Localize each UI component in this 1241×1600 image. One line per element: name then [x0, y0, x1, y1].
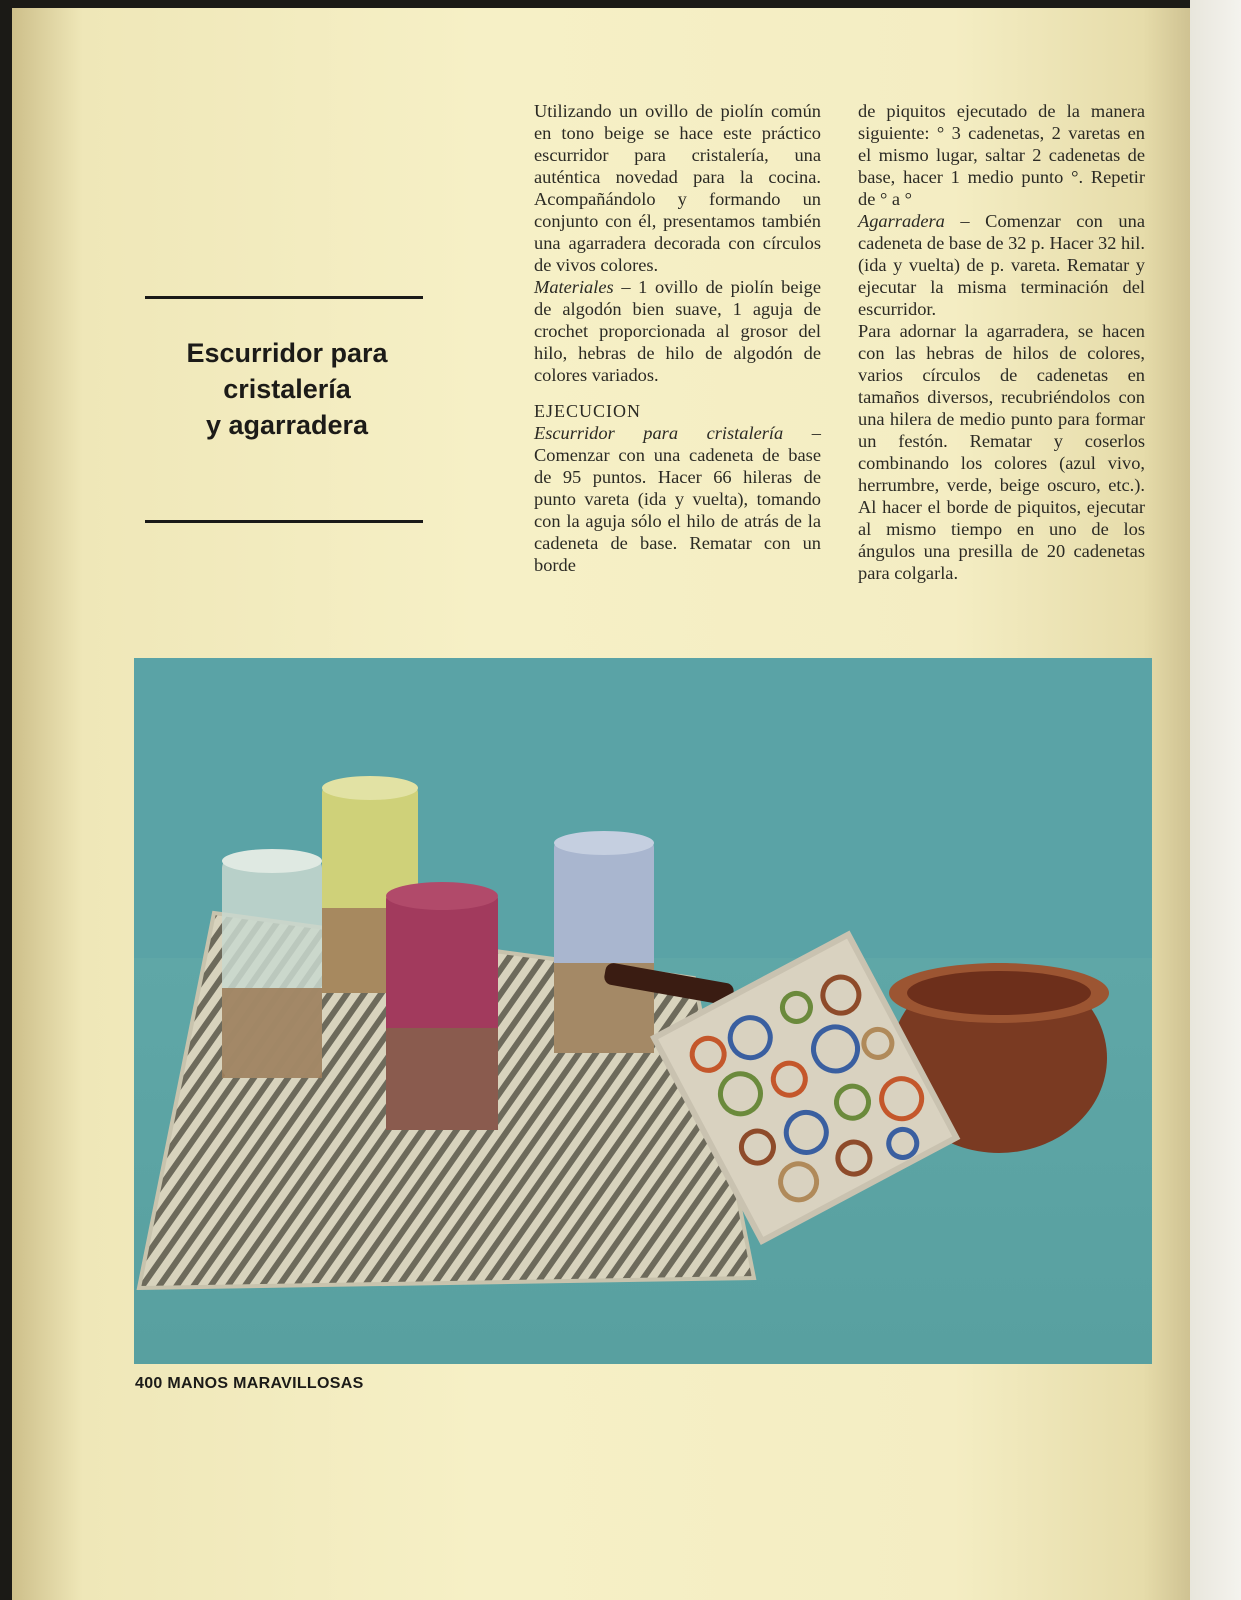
border-instructions: de piquitos ejecutado de la manera siguiente: ° 3 cadenetas, 2 varetas en el mismo lugar, saltar 2 cadenetas de base, hacer 1 medio punto °. Repetir de ° a °	[858, 101, 1145, 209]
intro-paragraph: Utilizando un ovillo de piolín común en tono beige se hace este práctico escurridor para cristalería, una auténtica novedad para la cocina. Acompañándolo y formando un conjunto con él, presentamos también una agarradera decorada con círculos de vivos colores.	[534, 101, 821, 275]
glass-blue	[554, 831, 654, 1053]
escurridor-text: – Comenzar con una cadeneta de base de 95 puntos. Hacer 66 hileras de punto vareta (ida y vuelta), tomando con la aguja sólo el hilo de atrás de la cadeneta de base. Rematar con un borde	[534, 423, 821, 575]
page-footer: 400 MANOS MARAVILLOSAS	[135, 1375, 364, 1392]
text-column-1	[534, 100, 821, 576]
escurridor-label: Escurridor para cristalería	[534, 423, 784, 443]
agarradera-paragraph	[858, 210, 1145, 320]
page-edge-shadow	[1190, 0, 1241, 1600]
photo-illustration	[134, 658, 1152, 1364]
magazine-page	[12, 8, 1190, 1600]
product-photo	[134, 658, 1152, 1364]
execution-heading: EJECUCION	[534, 401, 641, 421]
glass-clear	[222, 849, 322, 1078]
adorno-paragraph: Para adornar la agarradera, se hacen con las hebras de hilos de colores, varios círculos de cadenetas en tamaños diversos, recubriéndolos con una hilera de medio punto para formar un festón. Rematar y coserlos combinando los colores (azul vivo, herrumbre, verde, beige oscuro, etc.). Al hacer el borde de piquitos, ejecutar al mismo tiempo en uno de los ángulos una presilla de 20 cadenetas para colgarla.	[858, 321, 1145, 583]
glass-magenta	[386, 882, 498, 1130]
article-title	[152, 335, 422, 443]
title-bottom-rule	[145, 520, 423, 523]
title-line-2: cristalería	[223, 374, 351, 404]
materials-paragraph	[534, 276, 821, 386]
text-column-2	[858, 100, 1145, 584]
title-line-3: y agarradera	[205, 410, 369, 440]
agarradera-text: – Comenzar con una cadeneta de base de 32 p. Hacer 32 hil. (ida y vuelta) de p. vareta. Rematar y ejecutar la misma terminación del escurridor.	[858, 211, 1145, 319]
agarradera-label: Agarradera	[858, 211, 945, 231]
materials-text: – 1 ovillo de piolín beige de algodón bien suave, 1 aguja de crochet proporcionada al grosor del hilo, hebras de hilo de algodón de colores variados.	[534, 277, 821, 385]
title-top-rule	[145, 296, 423, 299]
materials-label: Materiales	[534, 277, 614, 297]
title-line-1: Escurridor para	[186, 338, 388, 368]
escurridor-paragraph	[534, 422, 821, 576]
